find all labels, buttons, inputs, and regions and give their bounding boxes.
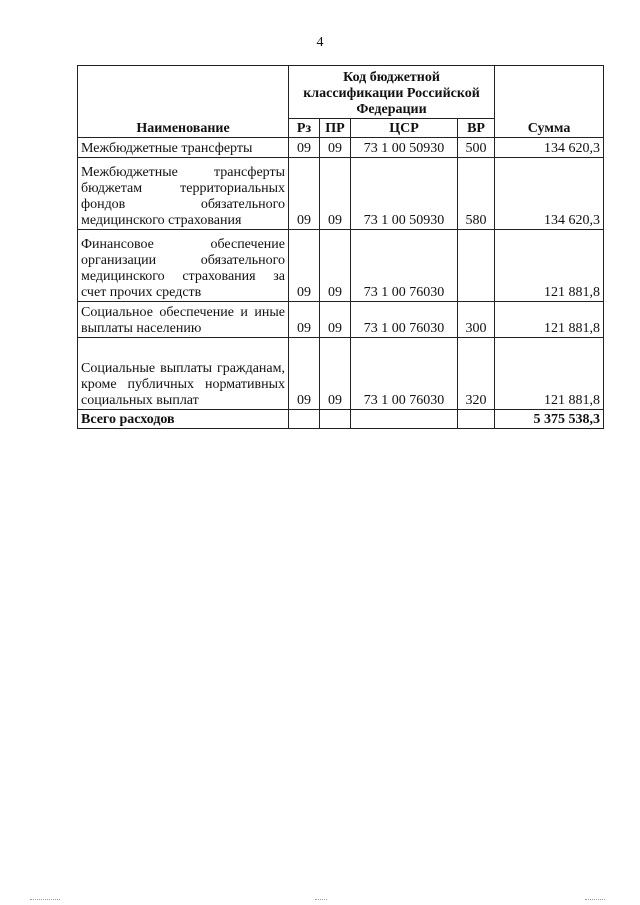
row-csr: 73 1 00 50930 — [351, 138, 458, 158]
row-vr: 500 — [458, 138, 495, 158]
page-number: 4 — [316, 35, 324, 50]
table-row — [78, 230, 604, 302]
row-csr: 73 1 00 76030 — [351, 338, 458, 410]
row-csr: 73 1 00 76030 — [351, 302, 458, 338]
scan-artifact — [585, 899, 605, 901]
row-amount: 121 881,8 — [495, 302, 604, 338]
header-rz: Рз — [289, 119, 320, 138]
row-amount: 134 620,3 — [495, 138, 604, 158]
table-row — [78, 138, 604, 158]
row-vr: 580 — [458, 158, 495, 230]
row-pr: 09 — [320, 338, 351, 410]
header-name: Наименование — [78, 66, 289, 138]
row-pr: 09 — [320, 138, 351, 158]
row-name: Межбюджетные трансферты бюджетам территориальных фондов обязательного медицинского страхования — [78, 158, 289, 230]
row-rz: 09 — [289, 302, 320, 338]
header-vr: ВР — [458, 119, 495, 138]
row-rz: 09 — [289, 158, 320, 230]
budget-table — [77, 65, 604, 429]
header-pr: ПР — [320, 119, 351, 138]
row-vr: 300 — [458, 302, 495, 338]
row-name: Финансовое обеспечение организации обязательного медицинского страхования за счет прочих средств — [78, 230, 289, 302]
row-name: Социальные выплаты гражданам, кроме публичных нормативных социальных выплат — [78, 338, 289, 410]
scan-artifact — [315, 899, 327, 901]
row-rz: 09 — [289, 338, 320, 410]
row-amount: 121 881,8 — [495, 338, 604, 410]
row-name: Межбюджетные трансферты — [78, 138, 289, 158]
total-label: Всего расходов — [78, 410, 289, 429]
row-rz: 09 — [289, 138, 320, 158]
header-code-group: Код бюджетной классификации Российской Федерации — [289, 66, 495, 119]
total-amount: 5 375 538,3 — [495, 410, 604, 429]
row-csr: 73 1 00 76030 — [351, 230, 458, 302]
row-pr: 09 — [320, 230, 351, 302]
row-rz: 09 — [289, 230, 320, 302]
row-amount: 134 620,3 — [495, 158, 604, 230]
row-vr — [458, 230, 495, 302]
header-row — [78, 66, 604, 119]
total-rz — [289, 410, 320, 429]
total-row — [78, 410, 604, 429]
header-amount: Сумма — [495, 66, 604, 138]
table-row — [78, 158, 604, 230]
scan-artifact — [30, 899, 60, 901]
row-csr: 73 1 00 50930 — [351, 158, 458, 230]
row-name: Социальное обеспечение и иные выплаты населению — [78, 302, 289, 338]
row-vr: 320 — [458, 338, 495, 410]
total-csr — [351, 410, 458, 429]
total-pr — [320, 410, 351, 429]
row-pr: 09 — [320, 302, 351, 338]
table-row — [78, 302, 604, 338]
header-csr: ЦСР — [351, 119, 458, 138]
row-pr: 09 — [320, 158, 351, 230]
row-amount: 121 881,8 — [495, 230, 604, 302]
total-vr — [458, 410, 495, 429]
table-row — [78, 338, 604, 410]
